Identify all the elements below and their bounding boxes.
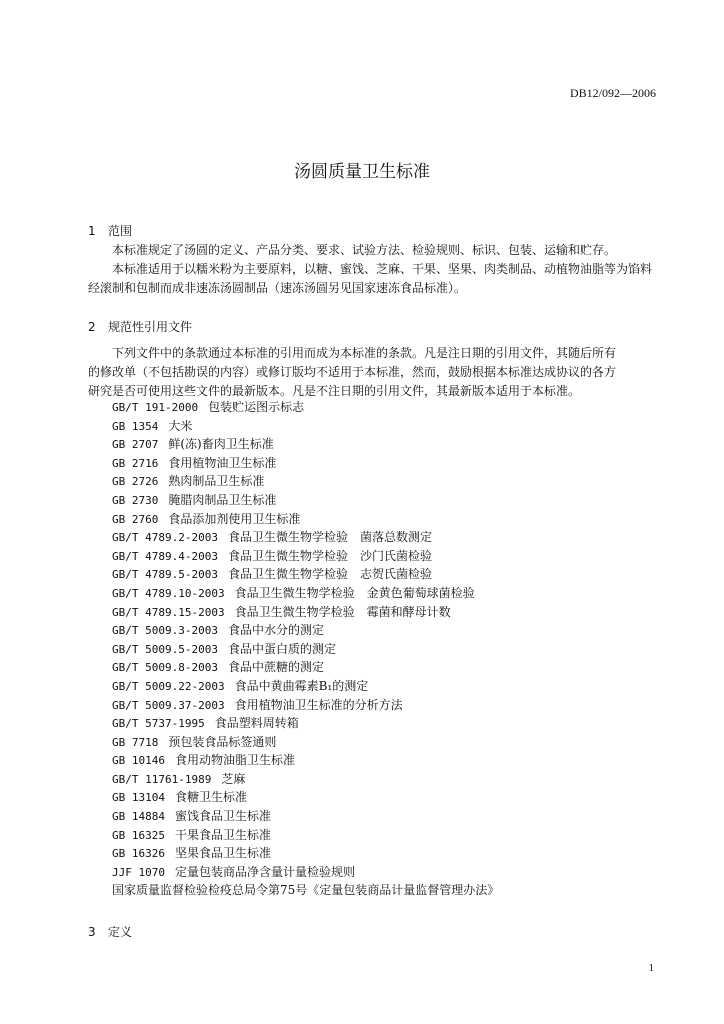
reference-name: 食品添加剂使用卫生标准 bbox=[168, 511, 301, 526]
reference-name: 预包装食品标签通则 bbox=[168, 734, 277, 749]
reference-code: GB/T 5009.37-2003 bbox=[112, 698, 225, 712]
reference-code: GB 2716 bbox=[112, 456, 159, 470]
reference-code: GB/T 4789.4-2003 bbox=[112, 549, 218, 563]
reference-item bbox=[112, 770, 499, 789]
reference-item bbox=[112, 788, 499, 807]
reference-code: GB 16325 bbox=[112, 828, 165, 842]
reference-name: 国家质量监督检验检疫总局令第75号《定量包装商品计量监督管理办法》 bbox=[112, 883, 500, 898]
reference-code: GB 7718 bbox=[112, 735, 159, 749]
reference-name: 大米 bbox=[168, 418, 193, 433]
reference-name: 食品卫生微生物学检验 志贺氏菌检验 bbox=[227, 567, 432, 582]
reference-item bbox=[112, 547, 499, 566]
reference-item bbox=[112, 696, 499, 715]
reference-item bbox=[112, 565, 499, 584]
section-2-paragraph-line-2: 的修改单（不包括勘误的内容）或修订版均不适用于本标准，然而，鼓励根据本标准达成协议的各方 bbox=[88, 365, 617, 379]
reference-code: GB/T 5009.5-2003 bbox=[112, 642, 218, 656]
reference-code: GB/T 5009.8-2003 bbox=[112, 661, 218, 675]
reference-item bbox=[112, 733, 499, 752]
reference-code: GB/T 5009.22-2003 bbox=[112, 679, 225, 693]
reference-name: 食糖卫生标准 bbox=[174, 790, 247, 805]
reference-name: 食品卫生微生物学检验 菌落总数测定 bbox=[227, 530, 432, 545]
reference-name: 芝麻 bbox=[221, 771, 246, 786]
reference-name: 蜜饯食品卫生标准 bbox=[174, 809, 271, 824]
section-title: 定义 bbox=[108, 925, 133, 939]
reference-code: GB/T 4789.15-2003 bbox=[112, 605, 225, 619]
section-title: 规范性引用文件 bbox=[108, 320, 193, 334]
reference-item bbox=[112, 640, 499, 659]
section-1-heading bbox=[88, 222, 132, 239]
reference-item bbox=[112, 677, 499, 696]
reference-name: 坚果食品卫生标准 bbox=[174, 846, 271, 861]
reference-name: 食用植物油卫生标准 bbox=[168, 455, 277, 470]
reference-item bbox=[112, 528, 499, 547]
reference-item bbox=[112, 472, 499, 491]
reference-code: GB 2707 bbox=[112, 438, 159, 452]
reference-name: 食品中黄曲霉素B₁的测定 bbox=[234, 678, 369, 693]
reference-item bbox=[112, 491, 499, 510]
reference-item bbox=[112, 807, 499, 826]
section-1-paragraph-2: 本标准适用于以糯米粉为主要原料，以糖、蜜饯、芝麻、干果、坚果、肉类制品、动植物油脂等为馅料 bbox=[112, 262, 653, 276]
reference-name: 食品卫生微生物学检验 霉菌和酵母计数 bbox=[234, 604, 451, 619]
reference-code: GB/T 5737-1995 bbox=[112, 717, 205, 731]
reference-code: GB/T 191-2000 bbox=[112, 401, 199, 414]
reference-name: 食品卫生微生物学检验 金黄色葡萄球菌检验 bbox=[234, 585, 475, 600]
reference-name: 食品卫生微生物学检验 沙门氏菌检验 bbox=[227, 548, 432, 563]
reference-code: GB/T 4789.10-2003 bbox=[112, 586, 225, 600]
section-1-paragraph-1: 本标准规定了汤圆的定义、产品分类、要求、试验方法、检验规则、标识、包装、运输和贮存。 bbox=[112, 243, 617, 257]
reference-name: 定量包装商品净含量计量检验规则 bbox=[174, 864, 355, 879]
reference-code: GB 14884 bbox=[112, 810, 165, 824]
reference-item bbox=[112, 510, 499, 529]
reference-item bbox=[112, 714, 499, 733]
reference-item bbox=[112, 881, 499, 900]
reference-name: 食用动物油脂卫生标准 bbox=[174, 753, 295, 768]
reference-name: 食品中蔗糖的测定 bbox=[227, 660, 324, 675]
section-2-heading bbox=[88, 318, 192, 335]
reference-code: GB 10146 bbox=[112, 754, 165, 768]
reference-code: GB/T 4789.5-2003 bbox=[112, 568, 218, 582]
reference-item bbox=[112, 417, 499, 436]
reference-name: 熟肉制品卫生标准 bbox=[168, 474, 265, 489]
section-number: 2 bbox=[88, 320, 96, 334]
reference-code: GB/T 4789.2-2003 bbox=[112, 531, 218, 545]
section-2-paragraph-line-3: 研究是否可使用这些文件的最新版本。凡是不注日期的引用文件，其最新版本适用于本标准。 bbox=[88, 384, 581, 398]
reference-code: GB/T 5009.3-2003 bbox=[112, 624, 218, 638]
reference-name: 食用植物油卫生标准的分析方法 bbox=[234, 697, 403, 712]
reference-item bbox=[112, 398, 499, 417]
section-number: 1 bbox=[88, 224, 96, 238]
reference-name: 干果食品卫生标准 bbox=[174, 827, 271, 842]
reference-item bbox=[112, 621, 499, 640]
document-code: DB12/092—2006 bbox=[569, 86, 656, 100]
reference-item bbox=[112, 603, 499, 622]
reference-name: 食品中水分的测定 bbox=[227, 623, 324, 638]
reference-item bbox=[112, 751, 499, 770]
reference-code: JJF 1070 bbox=[112, 865, 165, 879]
reference-list bbox=[112, 398, 499, 900]
reference-name: 腌腊肉制品卫生标准 bbox=[168, 492, 277, 507]
section-3-heading bbox=[88, 923, 132, 940]
reference-code: GB 2730 bbox=[112, 493, 159, 507]
page-title: 汤圆质量卫生标准 bbox=[294, 162, 430, 182]
page-number: 1 bbox=[648, 962, 654, 974]
reference-name: 鲜(冻)畜肉卫生标准 bbox=[168, 437, 274, 452]
reference-item bbox=[112, 435, 499, 454]
reference-code: GB 2726 bbox=[112, 475, 159, 489]
reference-code: GB 2760 bbox=[112, 512, 159, 526]
reference-item bbox=[112, 658, 499, 677]
section-number: 3 bbox=[88, 925, 96, 939]
section-title: 范围 bbox=[108, 224, 133, 238]
reference-name: 食品中蛋白质的测定 bbox=[227, 641, 336, 656]
reference-item bbox=[112, 844, 499, 863]
reference-item bbox=[112, 826, 499, 845]
reference-name: 包装贮运图示标志 bbox=[208, 400, 305, 414]
section-1-paragraph-2-cont: 经滚制和包制而成非速冻汤圆制品（速冻汤圆另见国家速冻食品标准）。 bbox=[88, 281, 467, 295]
reference-name: 食品塑料周转箱 bbox=[214, 716, 299, 731]
reference-item bbox=[112, 863, 499, 882]
reference-item bbox=[112, 454, 499, 473]
reference-code: GB 1354 bbox=[112, 419, 159, 433]
section-2-paragraph-line-1: 下列文件中的条款通过本标准的引用而成为本标准的条款。凡是注日期的引用文件，其随后所有 bbox=[112, 346, 617, 360]
reference-code: GB 13104 bbox=[112, 791, 165, 805]
reference-code: GB 16326 bbox=[112, 847, 165, 861]
reference-code: GB/T 11761-1989 bbox=[112, 772, 212, 786]
reference-item bbox=[112, 584, 499, 603]
